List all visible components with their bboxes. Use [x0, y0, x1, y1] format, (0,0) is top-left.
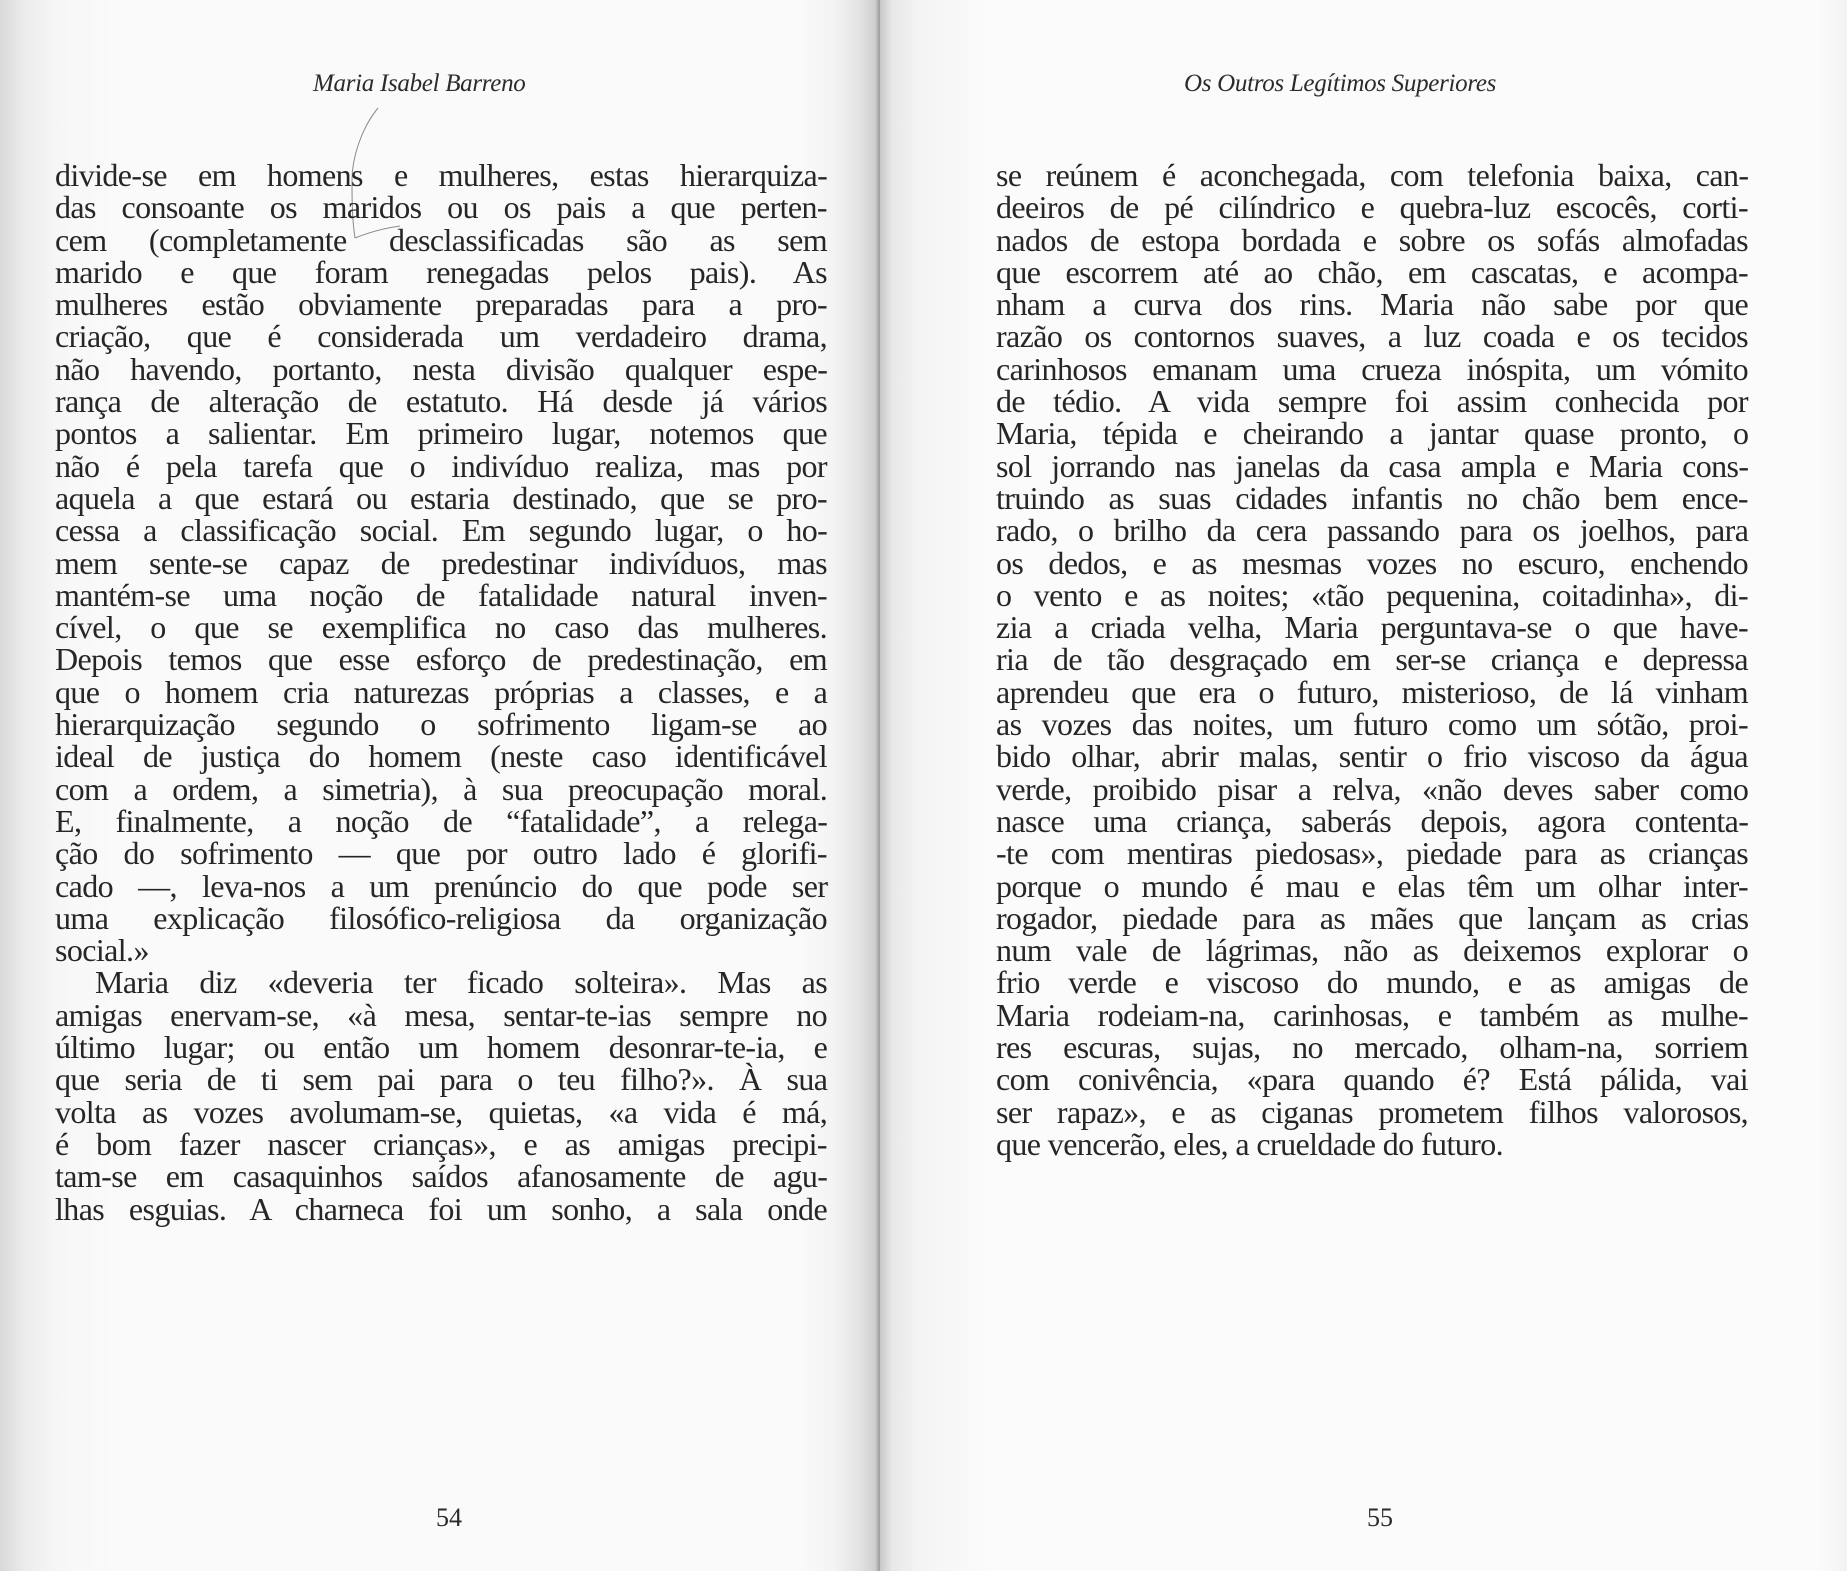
- text-line: zia a criada velha, Maria perguntava-se o que have-: [996, 609, 1748, 646]
- text-line: E, finalmente, a noção de “fatalidade”, a relega-: [55, 802, 828, 839]
- page-number-right: 55: [1367, 1503, 1393, 1532]
- text-line: o vento e as noites; «tão pequenina, coitadinha», di-: [996, 576, 1748, 613]
- running-head-title: Os Outros Legítimos Superiores: [1184, 70, 1497, 97]
- text-line: rança de alteração de estatuto. Há desde já vários: [55, 383, 828, 420]
- left-page: [0, 0, 880, 1571]
- text-line: com conivência, «para quando é? Está pálida, vai: [996, 1061, 1748, 1098]
- text-line: as vozes das noites, um futuro como um sótão, proi-: [996, 706, 1748, 743]
- text-line: com a ordem, a simetria), à sua preocupação moral.: [55, 770, 828, 807]
- text-line: hierarquização segundo o sofrimento ligam-se ao: [55, 706, 827, 743]
- text-line: cessa a classificação social. Em segundo lugar, o ho-: [55, 512, 828, 549]
- text-line: aquela a que estará ou estaria destinado, que se pro-: [55, 479, 828, 516]
- text-line: nasce uma criança, saberás depois, agora contenta-: [996, 802, 1749, 839]
- text-line: porque o mundo é mau e elas têm um olhar inter-: [996, 867, 1749, 904]
- right-page: [880, 0, 1847, 1571]
- text-line: Maria, tépida e cheirando a jantar quase pronto, o: [996, 415, 1749, 452]
- text-line: Maria rodeiam-na, carinhosas, e também as mulhe-: [996, 996, 1748, 1033]
- text-line: deeiros de pé cilíndrico e quebra-luz escocês, corti-: [996, 189, 1748, 226]
- text-line: uma explicação filosófico-religiosa da organização: [55, 899, 827, 936]
- text-line: ideal de justiça do homem (neste caso identificável: [55, 738, 827, 775]
- text-line: que seria de ti sem pai para o teu filho?». À sua: [55, 1061, 828, 1098]
- text-line: marido e que foram renegadas pelos pais). As: [55, 253, 827, 290]
- text-line: rado, o brilho da cera passando para os joelhos, para: [996, 512, 1749, 549]
- text-line: mem sente-se capaz de predestinar indivíduos, mas: [55, 544, 827, 581]
- text-line: verde, proibido pisar a relva, «não deves saber como: [996, 770, 1749, 807]
- text-line: -te com mentiras piedosas», piedade para as crianças: [996, 835, 1749, 872]
- text-line: que escorrem até ao chão, em cascatas, e acompa-: [996, 253, 1748, 290]
- page-number-left: 54: [436, 1503, 462, 1532]
- text-line: frio verde e viscoso do mundo, e as amigas de: [996, 964, 1749, 1001]
- text-line: cado —, leva-nos a um prenúncio do que pode ser: [55, 867, 828, 904]
- text-line: ria de tão desgraçado em ser-se criança e depressa: [996, 641, 1748, 678]
- text-line: ção do sofrimento — que por outro lado é glorifi-: [55, 835, 827, 872]
- text-line: rogador, piedade para as mães que lançam as crias: [996, 899, 1749, 936]
- text-line: mantém-se uma noção de fatalidade natural inven-: [55, 576, 828, 613]
- text-line: lhas esguias. A charneca foi um sonho, a sala onde: [55, 1190, 828, 1227]
- text-line: Depois temos que esse esforço de predestinação, em: [55, 641, 827, 678]
- text-line: volta as vozes avolumam-se, quietas, «a vida é má,: [55, 1093, 828, 1130]
- text-line: aprendeu que era o futuro, misterioso, de lá vinham: [996, 673, 1748, 710]
- text-line: que o homem cria naturezas próprias a classes, e a: [55, 673, 828, 710]
- text-line: res escuras, sujas, no mercado, olham-na, sorriem: [996, 1029, 1748, 1066]
- text-line: carinhosos emanam uma crueza inóspita, um vómito: [996, 350, 1748, 387]
- text-line: que vencerão, eles, a crueldade do futuro.: [996, 1125, 1503, 1162]
- text-line: truindo as suas cidades infantis no chão bem ence-: [996, 479, 1748, 516]
- text-line: tam-se em casaquinhos saídos afanosamente de agu-: [55, 1158, 828, 1195]
- text-line: razão os contornos suaves, a luz coada e os tecidos: [996, 318, 1748, 355]
- text-line: nados de estopa bordada e sobre os sofás almofadas: [996, 221, 1748, 258]
- text-line: nham a curva dos rins. Maria não sabe por que: [996, 286, 1749, 323]
- text-line: não havendo, portanto, nesta divisão qualquer espe-: [55, 350, 828, 387]
- text-line: ser rapaz», e as ciganas prometem filhos valorosos,: [996, 1093, 1749, 1130]
- text-line: é bom fazer nascer crianças», e as amigas precipi-: [55, 1125, 827, 1162]
- left-page-body: [55, 159, 827, 1225]
- running-head-author: Maria Isabel Barreno: [313, 70, 526, 97]
- text-line: cem (completamente desclassificadas são as sem: [55, 221, 828, 258]
- text-line: mulheres estão obviamente preparadas para a pro-: [55, 286, 827, 323]
- text-line: de tédio. A vida sempre foi assim conhecida por: [996, 383, 1748, 420]
- text-line: não é pela tarefa que o indivíduo realiza, mas por: [55, 447, 827, 484]
- text-line: social.»: [55, 932, 149, 969]
- text-line: os dedos, e as mesmas vozes no escuro, enchendo: [996, 544, 1748, 581]
- text-line: cível, o que se exemplifica no caso das mulheres.: [55, 609, 827, 646]
- text-line: criação, que é considerada um verdadeiro drama,: [55, 318, 828, 355]
- text-line: sol jorrando nas janelas da casa ampla e Maria cons-: [996, 447, 1749, 484]
- text-line: último lugar; ou então um homem desonrar-te-ia, e: [55, 1029, 828, 1066]
- right-page-body: [996, 159, 1748, 1160]
- text-line: das consoante os maridos ou os pais a que perten-: [55, 189, 827, 226]
- text-line: bido olhar, abrir malas, sentir o frio viscoso da água: [996, 738, 1748, 775]
- text-line: Maria diz «deveria ter ficado solteira». Mas as: [95, 964, 828, 1001]
- text-line: pontos a salientar. Em primeiro lugar, notemos que: [55, 415, 827, 452]
- text-line: divide-se em homens e mulheres, estas hierarquiza-: [55, 157, 828, 193]
- text-line: num vale de lágrimas, não as deixemos explorar o: [996, 932, 1748, 969]
- text-line: amigas enervam-se, «à mesa, sentar-te-ias sempre no: [55, 996, 827, 1033]
- text-line: se reúnem é aconchegada, com telefonia baixa, can-: [996, 157, 1749, 193]
